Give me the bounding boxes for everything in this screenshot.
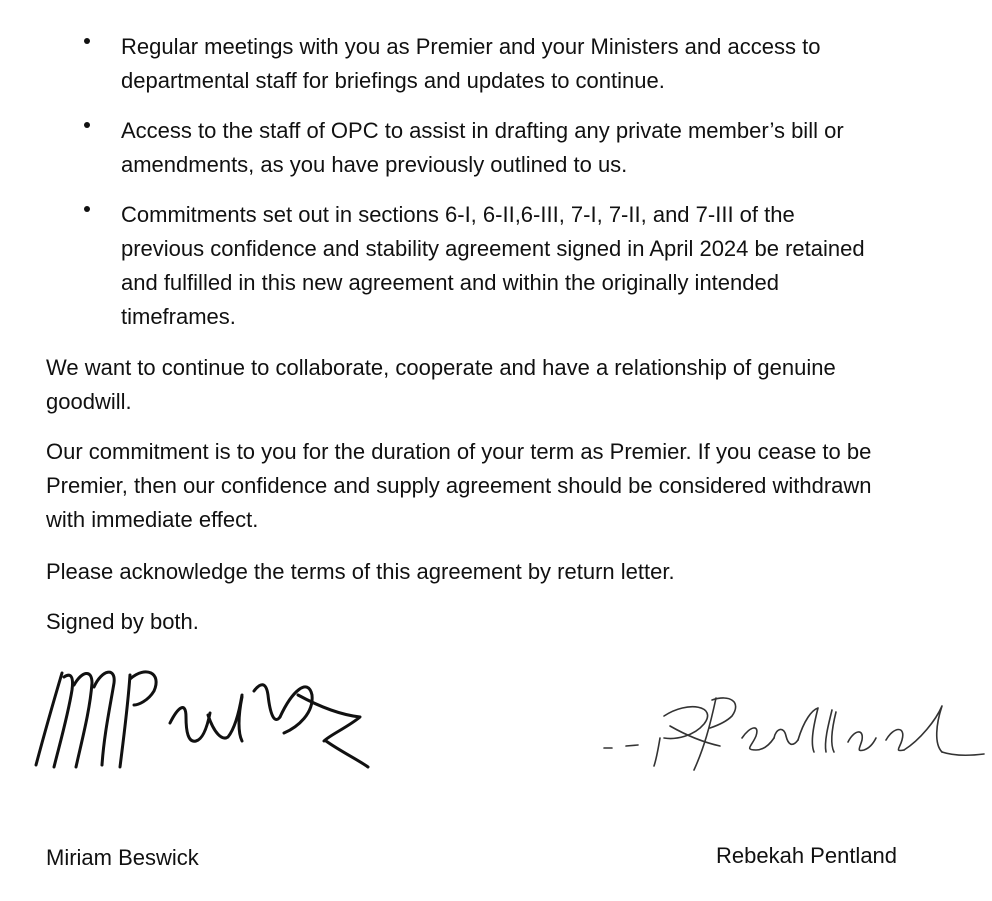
bullet-dot <box>84 206 90 212</box>
paragraph-signed: Signed by both. <box>46 609 199 634</box>
paragraph-acknowledge: Please acknowledge the terms of this agreement by return letter. <box>46 559 675 584</box>
signatory-name-left: Miriam Beswick <box>46 845 199 870</box>
signature-right <box>598 690 988 780</box>
signature-left <box>30 655 370 780</box>
paragraph-commitment: Our commitment is to you for the duration of your term as Premier. If you cease to be Premier, then our confidence and supply agreement should be considered withdrawn with immediate effect. <box>46 439 872 532</box>
bullet-dot <box>84 38 90 44</box>
bullet-text: Regular meetings with you as Premier and your Ministers and access to departmental staff for briefings and updates to continue. <box>121 34 821 93</box>
paragraph-collaboration: We want to continue to collaborate, cooperate and have a relationship of genuine goodwill. <box>46 355 836 414</box>
bullet-text: Commitments set out in sections 6-I, 6-II,6-III, 7-I, 7-II, and 7-III of the previous confidence and stability agreement signed in April 2024 be retained and fulfilled in this new agreement and within the originally intended timeframes. <box>121 202 865 329</box>
bullet-dot <box>84 122 90 128</box>
signatory-name-right: Rebekah Pentland <box>716 843 898 868</box>
bullet-text: Access to the staff of OPC to assist in drafting any private member’s bill or amendments, as you have previously outlined to us. <box>121 118 844 177</box>
